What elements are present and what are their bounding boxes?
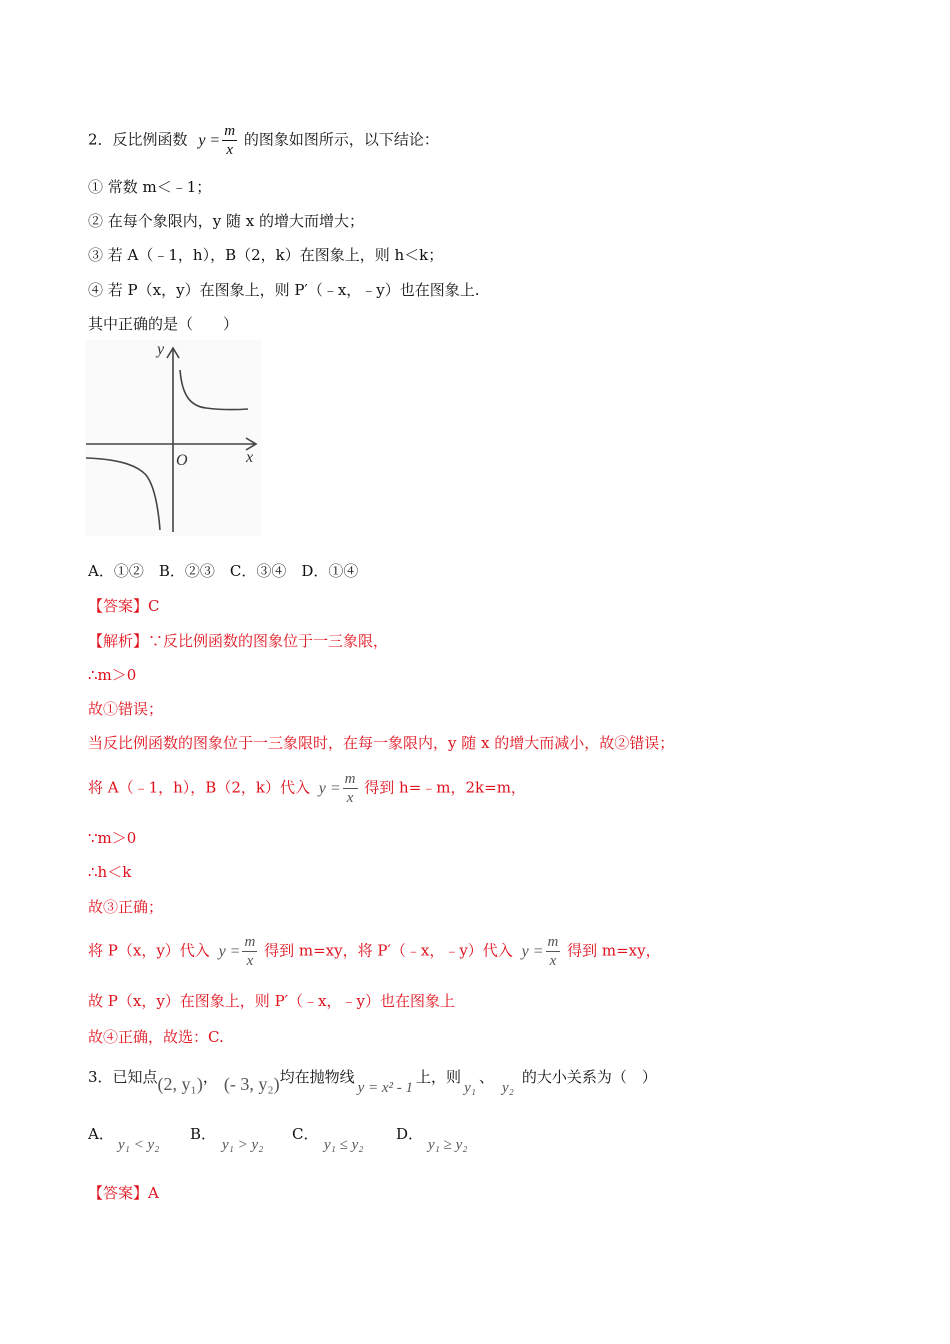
q2-intro-post: 的图象如图所示，以下结论：: [243, 130, 439, 149]
analysis-9-fraction-1: [242, 933, 257, 970]
q3-post: 的大小关系为（ ）: [521, 1068, 657, 1086]
q3-options: [88, 1124, 468, 1153]
q2-item-2: ② 在每个象限内，y 随 x 的增大而增大；: [88, 212, 365, 230]
q3-point-2: (- 3, y₂): [223, 1074, 280, 1094]
q3-answer-tag: 【答案】: [88, 1184, 149, 1202]
q2-analysis-7: ∴h＜k: [88, 863, 132, 881]
q2-analysis-5-post: 得到 h=﹣m，2k=m，: [364, 778, 526, 797]
q2-analysis-tag: 【解析】: [88, 632, 149, 650]
q2-analysis-10: 故 P（x，y）在图象上，则 P′（﹣x，﹣y）也在图象上: [88, 992, 455, 1010]
q2-analysis-9-b: 得到 m=xy，将 P′（﹣x，﹣y）代入: [264, 941, 513, 960]
origin-label: O: [176, 452, 188, 469]
q2-answer-tag: 【答案】: [88, 597, 149, 615]
q2-answer: [88, 596, 160, 616]
q2-answer-value: C: [148, 597, 160, 615]
q3-option-c-label: C．: [292, 1125, 319, 1143]
q3-option-a-label: A．: [88, 1125, 114, 1143]
q2-analysis-4: 当反比例函数的图象位于一三象限时，在每一象限内，y 随 x 的增大而减小，故②错误；: [88, 734, 675, 752]
q2-analysis-1: [88, 631, 388, 651]
q3-pre: 3．已知点: [88, 1068, 158, 1086]
q2-fraction-den: x: [226, 142, 233, 158]
q3-option-c-expr: y₁ ≤ y₂: [324, 1137, 364, 1153]
analysis-9-fraction-2-num: m: [547, 934, 559, 950]
q2-analysis-9-a: 将 P（x，y）代入: [88, 941, 210, 960]
q2-stem: [88, 122, 439, 159]
analysis-5-formula-y: y =: [318, 779, 341, 797]
analysis-5-fraction-den: x: [346, 790, 354, 806]
q2-item-3: ③ 若 A（﹣1，h），B（2，k）在图象上，则 h＜k；: [88, 246, 444, 264]
q2-fraction: [222, 122, 237, 159]
q3-comma: 、: [478, 1068, 494, 1086]
analysis-9-formula-y-2: y =: [521, 942, 544, 960]
q3-point-1: (2, y₁): [157, 1074, 203, 1094]
q2-analysis-5: [88, 770, 526, 807]
q2-analysis-5-pre: 将 A（﹣1，h），B（2，k）代入: [88, 778, 310, 797]
q2-analysis-9: [88, 933, 661, 970]
q3-option-d-expr: y₁ ≥ y₂: [428, 1137, 468, 1153]
q3-sep: ，: [202, 1068, 218, 1086]
q2-item-4: ④ 若 P（x，y）在图象上，则 P′（﹣x，﹣y）也在图象上.: [88, 281, 480, 299]
graph-background: [86, 340, 262, 536]
q3-y2: y₂: [501, 1080, 514, 1096]
analysis-9-fraction-1-num: m: [244, 934, 256, 950]
q3-option-a-expr: y₁ < y₂: [118, 1137, 160, 1153]
q3-mid: 均在抛物线: [279, 1068, 355, 1086]
y-axis-label: y: [157, 341, 165, 358]
q2-formula-y: y =: [198, 131, 221, 149]
analysis-5-fraction: [343, 770, 358, 807]
q3-parabola: y = x² - 1: [357, 1080, 414, 1096]
q2-item-1: ① 常数 m＜﹣1；: [88, 178, 212, 196]
q2-question: 其中正确的是（ ）: [88, 315, 239, 333]
analysis-9-fraction-2: [546, 933, 561, 970]
q2-analysis-6: ∵m＞0: [88, 829, 137, 847]
analysis-9-formula-y-1: y =: [218, 942, 241, 960]
q3-answer-value: A: [148, 1184, 159, 1202]
hyperbola-graph: [86, 340, 262, 536]
q2-analysis-11: 故④正确，故选：C.: [88, 1028, 224, 1046]
analysis-5-fraction-num: m: [344, 771, 356, 787]
q2-analysis-text-1: ∵反比例函数的图象位于一三象限，: [148, 632, 389, 650]
x-axis-label: x: [246, 449, 254, 466]
q3-option-b-expr: y₁ > y₂: [222, 1137, 264, 1153]
q2-options: A．①② B．②③ C．③④ D．①④: [88, 562, 359, 580]
q3-stem: [88, 1066, 657, 1096]
analysis-9-fraction-2-den: x: [549, 953, 557, 969]
q3-answer: [88, 1183, 159, 1203]
q3-option-d-label: D．: [396, 1125, 424, 1143]
q3-mid2: 上，则: [416, 1068, 462, 1086]
q2-fraction-num: m: [224, 123, 236, 139]
q3-option-b-label: B．: [190, 1125, 217, 1143]
q3-y1: y₁: [464, 1080, 476, 1096]
analysis-9-fraction-1-den: x: [246, 953, 254, 969]
q2-analysis-8: 故③正确；: [88, 898, 164, 916]
q2-intro-pre: 2．反比例函数: [88, 130, 188, 149]
q2-analysis-2: ∴m＞0: [88, 666, 137, 684]
q2-analysis-3: 故①错误；: [88, 700, 164, 718]
q2-analysis-9-c: 得到 m=xy，: [567, 941, 661, 960]
